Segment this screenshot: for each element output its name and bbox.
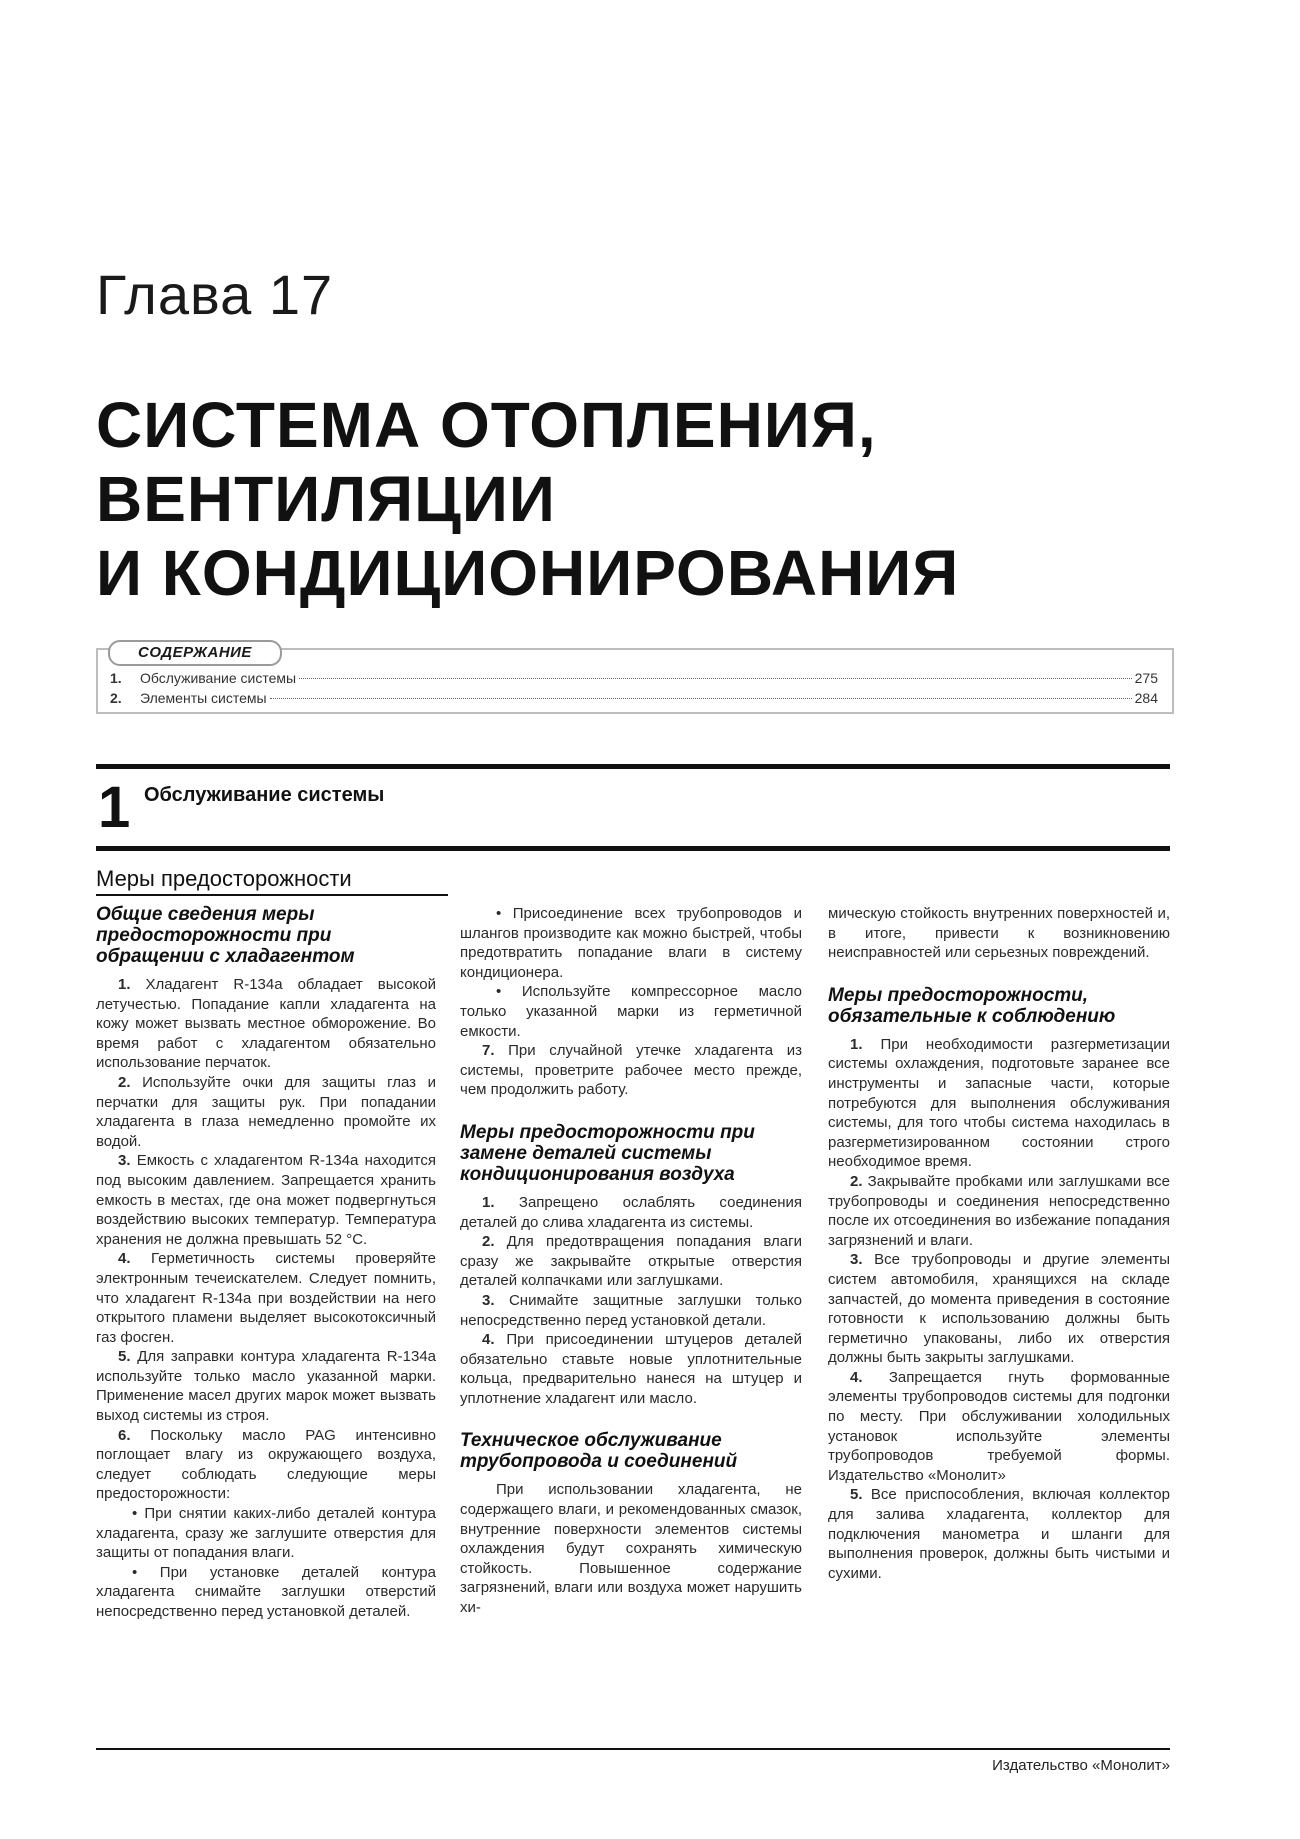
bullet-item: • Присоединение всех трубопроводов и шлангов производите как можно быстрей, чтобы предотвратить попадание влаги в систему кондиционера. bbox=[460, 905, 802, 981]
text-column-1 bbox=[96, 904, 436, 1622]
paragraph: 1. Хладагент R-134a обладает высокой летучестью. Попадание капли хладагента на кожу может вызвать местное обморожение. Во время работ с хладагентом обязательно использование перчаток. bbox=[96, 976, 436, 1072]
paragraph: 4. Герметичность системы проверяйте электронным течеискателем. Следует помнить, что хладагент R-134a при воздействии на него открытого пламени выделяет высокотоксичный газ фосген. bbox=[96, 1250, 437, 1346]
bullet-item: • При снятии каких-либо деталей контура хладагента, сразу же заглушите отверстия для защиты от попадания влаги. bbox=[96, 1505, 436, 1562]
subsection-rule bbox=[96, 894, 448, 896]
paragraph: 3. Снимайте защитные заглушки только непосредственно перед установкой детали. bbox=[460, 1291, 802, 1329]
column-heading: Меры предосторожности при замене деталей системы кондиционирования воздуха bbox=[460, 1121, 755, 1185]
paragraph: 3. Емкость с хладагентом R-134a находится под высоким давлением. Запрещается хранить емкость в местах, где она может подвергнуться воздействию высоких температур. Температура хранения не должна превышать 52 °С. bbox=[96, 1152, 437, 1248]
bullet-item: • При установке деталей контура хладагента снимайте заглушки отверстий непосредственно перед установкой деталей. bbox=[96, 1563, 436, 1620]
toc-leader-dots bbox=[270, 698, 1132, 699]
paragraph: 2. Закрывайте пробками или заглушками все трубопроводы и соединения непосредственно после их отсоединения во избежание попадания загрязнений и влаги. bbox=[828, 1172, 1170, 1249]
paragraph: 5. Все приспособления, включая коллектор для залива хладагента, коллектор для подключения манометра и шланги для выполнения проверок, должны быть чистыми и сухими. bbox=[828, 1486, 1170, 1582]
toc-item-page: 284 bbox=[1134, 690, 1158, 706]
toc-item-title: Элементы системы bbox=[140, 690, 267, 706]
toc-item-title: Обслуживание системы bbox=[140, 670, 297, 686]
footer-publisher: Издательство «Монолит» bbox=[992, 1757, 1170, 1774]
paragraph: 5. Для заправки контура хладагента R-134a используйте только масло указанной марки. Применение масел других марок может вызвать выход системы из строя. bbox=[96, 1348, 437, 1425]
chapter-title-line: СИСТЕМА ОТОПЛЕНИЯ, bbox=[96, 389, 877, 461]
paragraph: 2. Для предотвращения попадания влаги сразу же закрывайте открытые отверстия деталей колпачками или заглушками. bbox=[460, 1233, 802, 1290]
chapter-label: Глава 17 bbox=[96, 263, 334, 326]
toc-heading: СОДЕРЖАНИЕ bbox=[108, 640, 282, 666]
paragraph: 1. При необходимости разгерметизации системы охлаждения, подготовьте заранее все инструменты и запасные части, которые потребуются для выполнения обслуживания системы, для того чтобы система находилась в разгерметизированном состоянии строго необходимое время. bbox=[828, 1035, 1170, 1171]
paragraph: мическую стойкость внутренних поверхностей и, в итоге, привести к возникновению неисправностей или серьезных повреждений. bbox=[828, 905, 1170, 962]
paragraph: 2. Используйте очки для защиты глаз и перчатки для защиты рук. При попадании хладагента в глаза немедленно промойте их водой. bbox=[96, 1073, 436, 1150]
toc-item-number: 2. bbox=[110, 690, 122, 706]
chapter-title bbox=[96, 388, 1196, 610]
text-column-2 bbox=[460, 904, 802, 1618]
text-column-3 bbox=[828, 904, 1170, 1583]
table-of-contents bbox=[96, 644, 1174, 714]
paragraph: 7. При случайной утечке хладагента из системы, проветрите рабочее место прежде, чем продолжить работу. bbox=[460, 1042, 802, 1099]
toc-item[interactable] bbox=[110, 688, 1158, 708]
bullet-item: • Используйте компрессорное масло только указанной марки из герметичной емкости. bbox=[460, 983, 802, 1040]
paragraph: 6. Поскольку масло PAG интенсивно поглощает влагу из окружающего воздуха, следует соблюдать следующие меры предосторожности: bbox=[96, 1426, 436, 1503]
section-rule-top bbox=[96, 764, 1170, 769]
column-heading: Меры предосторожности, обязательные к соблюдению bbox=[828, 984, 1116, 1027]
toc-item-page: 275 bbox=[1134, 670, 1158, 686]
section-number: 1 bbox=[98, 775, 131, 840]
paragraph: 1. Запрещено ослаблять соединения деталей до слива хладагента из системы. bbox=[460, 1193, 802, 1231]
chapter-title-line: И КОНДИЦИОНИРОВАНИЯ bbox=[96, 537, 960, 609]
toc-item-number: 1. bbox=[110, 670, 122, 686]
toc-item[interactable] bbox=[110, 668, 1158, 688]
paragraph: При использовании хладагента, не содержащего влаги, и рекомендованных смазок, внутренние поверхности элементов системы охлаждения будут сохранять химическую стойкость. Повышенное содержание загрязнений, влаги или воздуха может нарушить хи- bbox=[460, 1481, 802, 1617]
column-heading: Техническое обслуживание трубопровода и соединений bbox=[460, 1430, 738, 1473]
section-title: Обслуживание системы bbox=[144, 784, 385, 806]
paragraph: 4. Запрещается гнуть формованные элементы трубопроводов системы для подгонки по месту. При обслуживании холодильных установок используйте элементы трубопроводов требуемой формы. Издательство «Монолит» bbox=[828, 1368, 1170, 1484]
paragraph: 4. При присоединении штуцеров деталей обязательно ставьте новые уплотнительные кольца, предварительно нанеся на штуцер и уплотнение хладагент или масло. bbox=[460, 1331, 803, 1407]
column-heading: Общие сведения меры предосторожности при обращении с хладагентом bbox=[96, 904, 355, 967]
chapter-title-line: ВЕНТИЛЯЦИИ bbox=[96, 463, 556, 535]
subsection-heading: Меры предосторожности bbox=[96, 866, 352, 891]
section-rule-bottom bbox=[96, 846, 1170, 851]
toc-leader-dots bbox=[299, 678, 1132, 679]
paragraph: 3. Все трубопроводы и другие элементы систем автомобиля, хранящихся на складе запчастей, до момента приведения в состояние готовности к использованию должны быть герметично упакованы, либо их отверстия должны быть закрыты заглушками. bbox=[828, 1251, 1171, 1367]
footer-rule bbox=[96, 1748, 1170, 1750]
